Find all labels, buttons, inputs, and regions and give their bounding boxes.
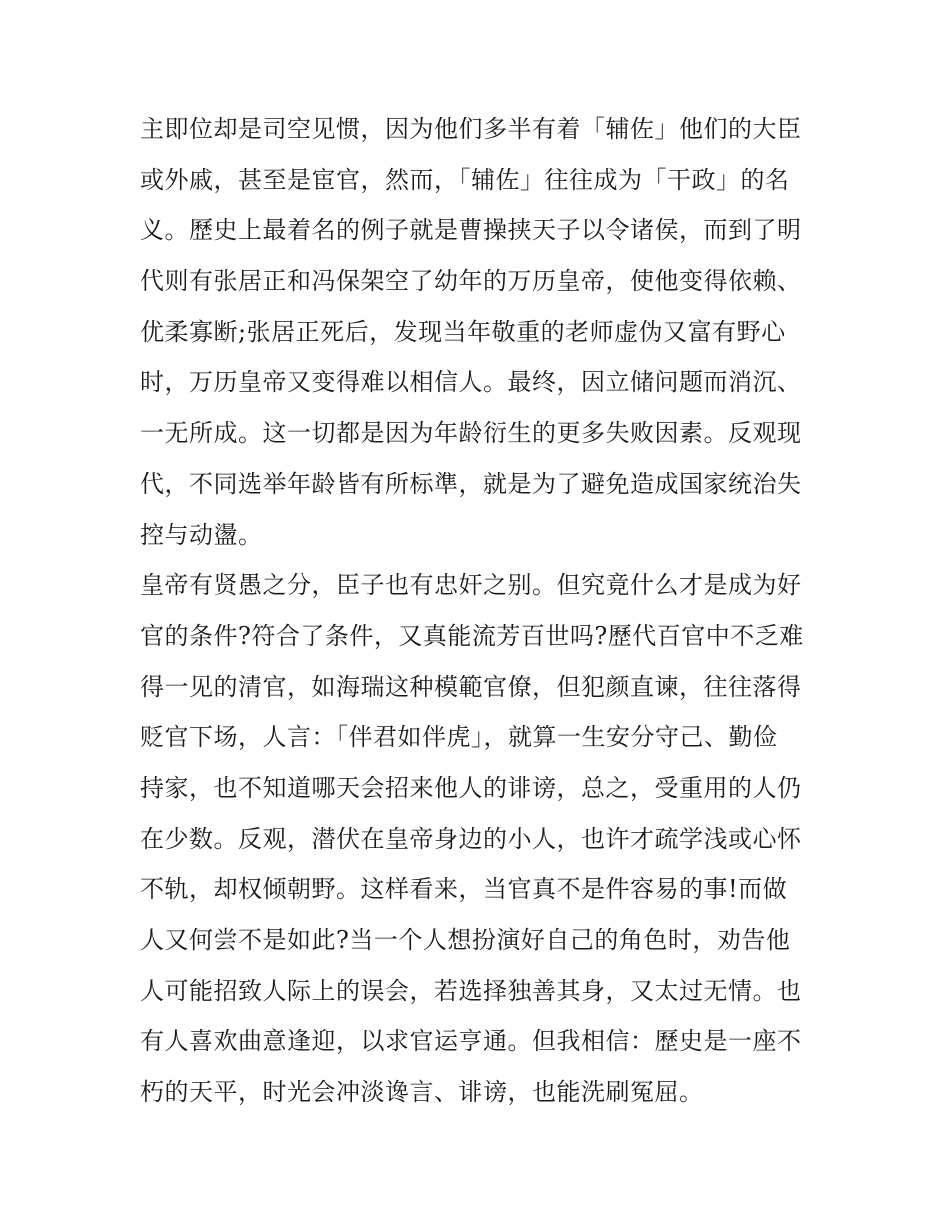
body-text — [140, 104, 830, 1118]
text-line: 人又何尝不是如此?当一个人想扮演好自己的角色时，劝告他 — [140, 926, 791, 954]
text-line: 代则有张居正和冯保架空了幼年的万历皇帝，使他变得依赖、 — [140, 267, 802, 296]
text-line: 不轨，却权倾朝野。这样看来，当官真不是件容易的事!而做 — [140, 875, 788, 904]
text-line: 朽的天平，时光会冲淡谗言、诽谤，也能洗刷冤屈。 — [140, 1078, 704, 1107]
text-line: 主即位却是司空见惯，因为他们多半有着「辅佐」他们的大臣 — [140, 115, 802, 143]
text-line: 或外戚，甚至是宦官，然而，「辅佐」往往成为「干政」的名 — [140, 165, 790, 194]
text-line: 官的条件?符合了条件，又真能流芳百世吗?歷代百官中不乏难 — [140, 621, 804, 650]
text-line: 控与动盪。 — [140, 520, 263, 549]
text-line: 皇帝有贤愚之分，臣子也有忠奸之别。但究竟什么才是成为好 — [140, 571, 802, 600]
text-line: 贬官下场，人言：「伴君如伴虎」，就算一生安分守己、勤俭 — [140, 723, 778, 752]
text-line: 得一见的清官，如海瑞这种模範官僚，但犯颜直谏，往往落得 — [140, 672, 802, 701]
text-line: 持家，也不知道哪天会招来他人的诽谤，总之，受重用的人仍 — [140, 773, 802, 802]
text-line: 在少数。反观，潜伏在皇帝身边的小人，也许才疏学浅或心怀 — [140, 824, 802, 853]
text-line: 优柔寡断;张居正死后，发现当年敬重的老师虚伪又富有野心 — [140, 317, 786, 346]
text-line: 义。歷史上最着名的例子就是曹操挟天子以令诸侯，而到了明 — [140, 216, 802, 245]
text-line: 人可能招致人际上的误会，若选择独善其身，又太过无情。也 — [140, 976, 802, 1005]
text-line: 代，不同选举年龄皆有所标準，就是为了避免造成国家统治失 — [140, 469, 802, 498]
text-line: 时，万历皇帝又变得难以相信人。最终，因立储问题而消沉、 — [140, 368, 802, 397]
text-line: 一无所成。这一切都是因为年龄衍生的更多失败因素。反观现 — [140, 419, 802, 448]
text-line: 有人喜欢曲意逢迎，以求官运亨通。但我相信：歷史是一座不 — [140, 1027, 802, 1056]
